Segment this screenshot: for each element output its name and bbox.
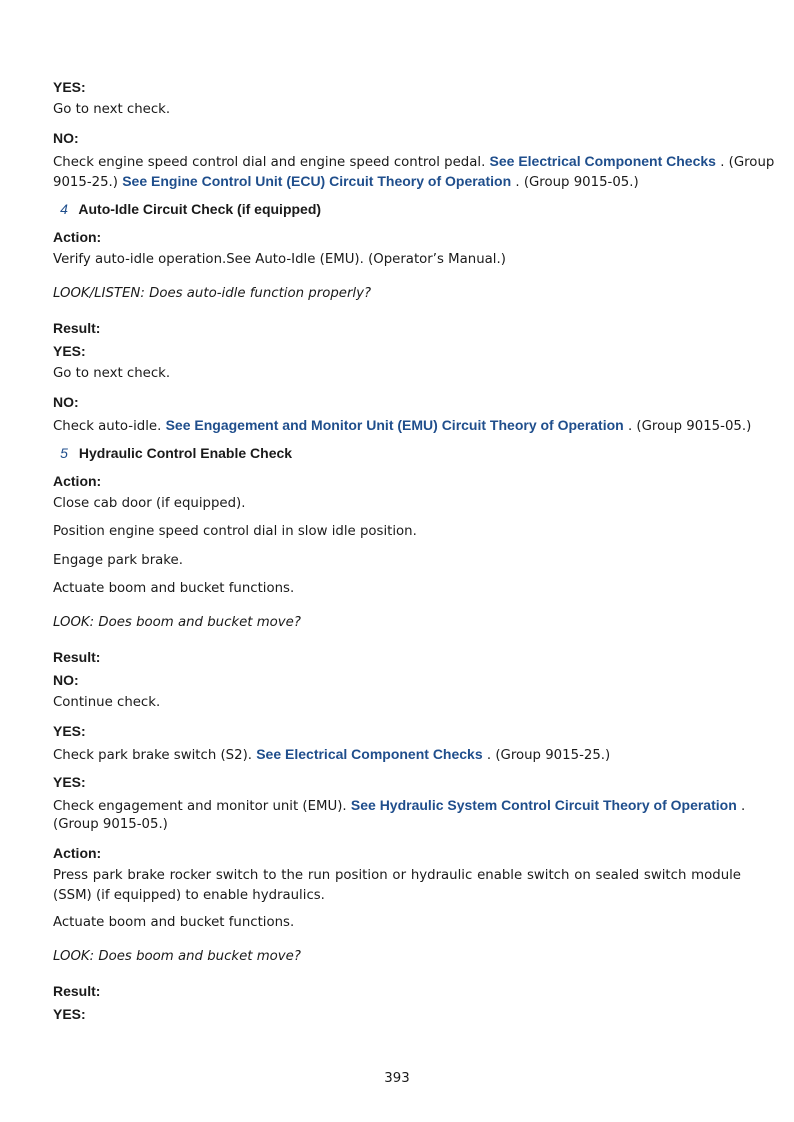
step-number: 5	[60, 445, 68, 461]
action-step: Actuate boom and bucket functions.	[53, 581, 295, 596]
text: . (Group 9015-05.)	[515, 175, 639, 190]
section-title: Hydraulic Control Enable Check	[78, 445, 293, 461]
text: .	[740, 799, 746, 814]
action-text-line-1: Press park brake rocker switch to the run position or hydraulic enable switch on sealed switch module	[53, 868, 741, 883]
text: Check auto-idle.	[53, 419, 162, 434]
question-text: LOOK: Does boom and bucket move?	[53, 949, 301, 964]
no-text: Continue check.	[53, 695, 161, 710]
electrical-component-checks-link[interactable]: See Electrical Component Checks	[489, 153, 716, 169]
no-text-line-2	[53, 171, 741, 193]
yes-text: Go to next check.	[53, 102, 171, 117]
no-text-line-1	[53, 151, 775, 173]
action-text-line-2: (SSM) (if equipped) to enable hydraulics.	[53, 888, 325, 903]
yes-label: YES:	[53, 723, 86, 739]
no-label: NO:	[53, 130, 79, 146]
yes-label: YES:	[53, 343, 86, 359]
section-heading-5	[53, 443, 292, 463]
action-label: Action:	[53, 229, 102, 245]
yes-text: Go to next check.	[53, 366, 171, 381]
result-label: Result:	[53, 983, 101, 999]
yes-text-line-1	[53, 795, 746, 817]
text: Check engagement and monitor unit (EMU).	[53, 799, 347, 814]
text: Check engine speed control dial and engine speed control pedal.	[53, 155, 486, 170]
step-number: 4	[60, 201, 68, 217]
text: . (Group	[720, 155, 775, 170]
yes-text	[53, 744, 741, 766]
emu-circuit-theory-link[interactable]: See Engagement and Monitor Unit (EMU) Circuit Theory of Operation	[165, 417, 624, 433]
no-label: NO:	[53, 394, 79, 410]
ecu-circuit-theory-link[interactable]: See Engine Control Unit (ECU) Circuit Theory of Operation	[122, 173, 512, 189]
text: 9015-25.)	[53, 175, 118, 190]
question-text: LOOK/LISTEN: Does auto-idle function properly?	[53, 286, 372, 301]
section-heading-4	[53, 199, 321, 219]
hydraulic-control-circuit-theory-link[interactable]: See Hydraulic System Control Circuit Theory of Operation	[350, 797, 737, 813]
yes-text-line-2: (Group 9015-05.)	[53, 817, 168, 832]
page-number: 393	[384, 1071, 410, 1086]
action-step: Position engine speed control dial in slow idle position.	[53, 524, 417, 539]
yes-label: YES:	[53, 774, 86, 790]
question-text: LOOK: Does boom and bucket move?	[53, 615, 301, 630]
action-label: Action:	[53, 845, 102, 861]
action-step: Engage park brake.	[53, 553, 183, 568]
action-label: Action:	[53, 473, 102, 489]
text: Check park brake switch (S2).	[53, 748, 252, 763]
no-label: NO:	[53, 672, 79, 688]
text: . (Group 9015-25.)	[486, 748, 611, 763]
yes-label: YES:	[53, 1006, 86, 1022]
section-title: Auto-Idle Circuit Check (if equipped)	[78, 201, 322, 217]
text: . (Group 9015-05.)	[627, 419, 752, 434]
electrical-component-checks-link[interactable]: See Electrical Component Checks	[256, 746, 483, 762]
no-text	[53, 415, 752, 437]
action-step: Close cab door (if equipped).	[53, 496, 246, 511]
action-step: Actuate boom and bucket functions.	[53, 915, 295, 930]
result-label: Result:	[53, 320, 101, 336]
yes-label: YES:	[53, 79, 86, 95]
result-label: Result:	[53, 649, 101, 665]
action-text: Verify auto-idle operation.See Auto-Idle (EMU). (Operator’s Manual.)	[53, 252, 506, 267]
